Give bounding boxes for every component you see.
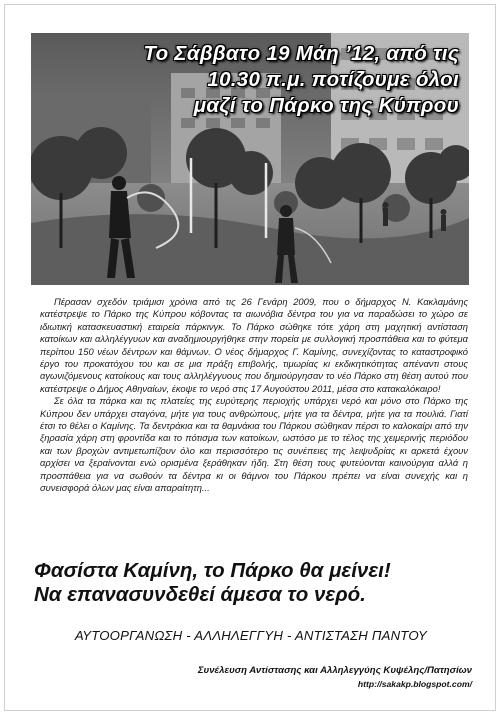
body-paragraph-1: Πέρασαν σχεδόν τριάμισι χρόνια από τις 26 Γενάρη 2009, που ο δήμαρχος Ν. Κακλαμάνης κατέστρεψε το Πάρκο της Κύπρου κόβοντας τα αιωνόβια δέντρα του για να παραδώσει το χώρο σε ιδιωτική κατασκευαστική εταιρεία πάρκινγκ. Το Πάρκο σώθηκε τότε χάρη στη μαχητική αντίσταση κατοίκων και αλληλέγγυων και αναδημιουργήθηκε στην πορεία με συλλογική προσπάθεια και το φύτεμα περίπου 150 νέων δέντρων και θάμνων. Ο νέος δήμαρχος Γ. Καμίνης, συνεχίζοντας το καταστροφικό έργο του προκατόχου του και σε μια πράξη επιβολής, τιμωρίας κι εκδικητικότητας απέναντι στους αγωνιζόμενους κατοίκους και τους αλληλέγγυους που δημιούργησαν το νέο Πάρκο στη θέση αυτού που κατέστρεψε ο Δήμος Αθηναίων, έκοψε το νερό στις 17 Αυγούστου 2011, μέσα στο κατακαλόκαιρο! xyxy=(40,296,468,394)
headline-line-1: Το Σάββατο 19 Μάη ’12, από τις xyxy=(143,42,459,65)
headline xyxy=(39,41,459,119)
slogan-line-1: Φασίστα Καμίνη, το Πάρκο θα μείνει! xyxy=(34,559,391,582)
motto: ΑΥΤΟΟΡΓΑΝΩΣΗ - ΑΛΛΗΛΕΓΓΥΗ - ΑΝΤΙΣΤΑΣΗ ΠΑΝΤΟΥ xyxy=(74,628,428,643)
park-watering-photo xyxy=(31,33,469,285)
headline-line-3: μαζί το Πάρκο της Κύπρου xyxy=(193,94,459,117)
blog-url: http://sakakp.blogspot.com/ xyxy=(357,679,472,689)
body-paragraph-2: Σε όλα τα πάρκα και τις πλατείες της ευρύτερης περιοχής υπάρχει νερό και μόνο στο Πάρκο της Κύπρου δεν υπάρχει σταγόνα, μήτε για τους ανθρώπους, μήτε για τα δέντρα, μήτε για τα πουλιά. Γιατί έτσι το θέλει ο Καμίνης. Τα δεντράκια και τα θαμνάκια του Πάρκου σώθηκαν πέρσι το καλοκαίρι από την ξηρασία χάρη στη φροντίδα και το πότισμα των κατοίκων, ωστόσο με το τέλος της χειμερινής περιόδου και των βροχών αντιμετωπίζουν όλο και περισσότερο τις συνέπειες της λειψυδρίας κι αρκετά έχουν αρχίσει να ξεραίνονται ενώ ορισμένα ξεράθηκαν ήδη. Στη θέση τους φυτεύονται καινούργια αλλά η προσπάθεια για να σωθούν τα δέντρα κι οι θάμνοι του Πάρκου πρέπει να είναι συνεχής και η συνεισφορά όλων μας είναι απαραίτητη... xyxy=(40,395,468,494)
article-body xyxy=(40,296,468,495)
headline-line-2: 10.30 π.μ. ποτίζουμε όλοι xyxy=(207,68,459,91)
assembly-signature: Συνέλευση Αντίστασης και Αλληλεγγύης Κυψέλης/Πατησίων xyxy=(197,665,472,676)
slogan-line-2: Να επανασυνδεθεί άμεσα το νερό. xyxy=(34,583,366,606)
